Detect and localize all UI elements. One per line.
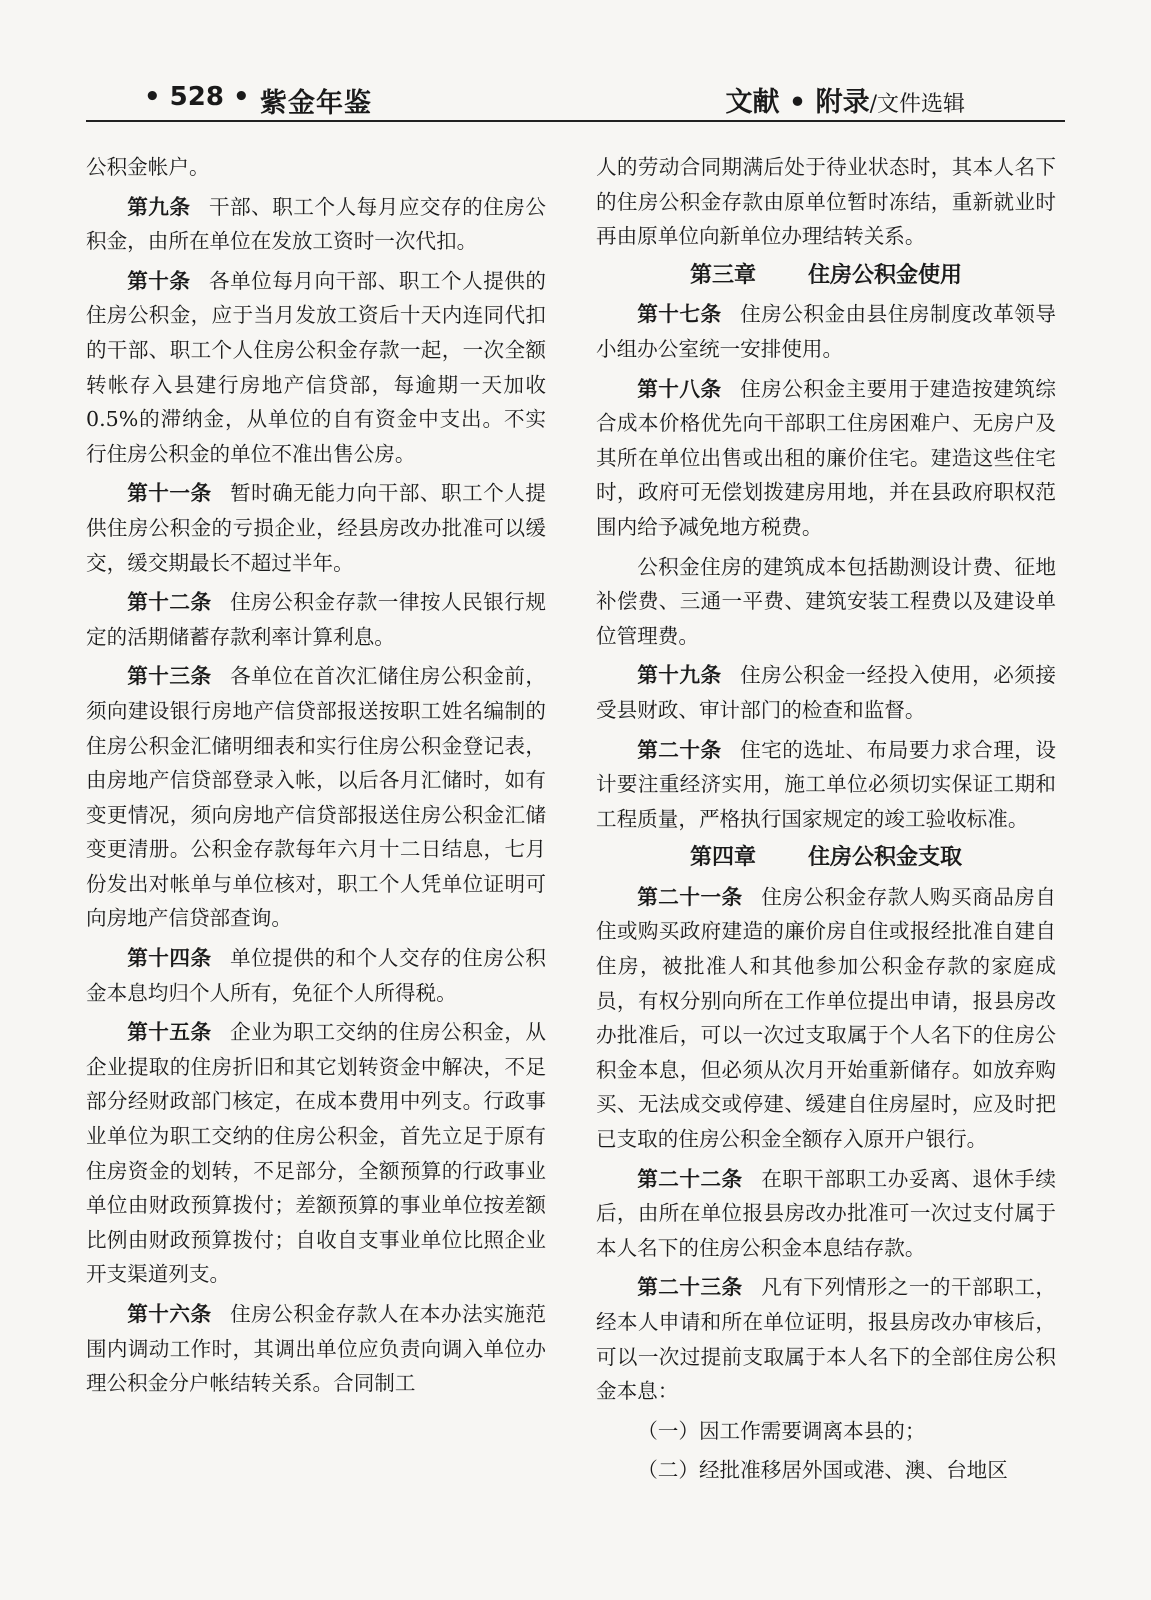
paragraph — [86, 1015, 546, 1292]
article-number: 第二十三条 — [637, 1275, 743, 1300]
section-subtitle: /文件选辑 — [869, 92, 965, 117]
article-number: 第十三条 — [127, 664, 212, 689]
paragraph-text: 暂时确无能力向干部、职工个人提供住房公积金的亏损企业，经县房改办批准可以缓交，缓交期最长不超过半年。 — [86, 481, 546, 575]
page-header — [86, 70, 1065, 122]
paragraph — [596, 658, 1056, 727]
article-number: 第二十条 — [637, 737, 722, 762]
chapter-title: 住房公积金支取 — [808, 845, 963, 871]
paragraph — [86, 264, 546, 472]
paragraph-text: 干部、职工个人每月应交存的住房公积金，由所在单位在发放工资时一次代扣。 — [86, 194, 546, 254]
paragraph-text: 住房公积金存款一律按人民银行规定的活期储蓄存款利率计算利息。 — [86, 590, 546, 649]
article-number: 第二十一条 — [637, 884, 743, 909]
chapter-heading — [596, 841, 1056, 876]
article-number: 第九条 — [127, 194, 191, 219]
paragraph-text: 公积金帐户。 — [86, 155, 210, 179]
section-title — [726, 80, 965, 119]
chapter-number: 第四章 — [689, 845, 756, 871]
paragraph-text: （二）经批准移居外国或港、澳、台地区 — [637, 1458, 1008, 1483]
paragraph-text: 在职干部职工办妥离、退休手续后，由所在单位报县房改办批准可一次过支付属于本人名下的住房公积金本息结存款。 — [596, 1166, 1056, 1260]
paragraph-text: 住房公积金一经投入使用，必须接受县财政、审计部门的检查和监督。 — [596, 663, 1056, 722]
right-column — [596, 150, 1056, 1493]
paragraph-text: 人的劳动合同期满后处于待业状态时，其本人名下的住房公积金存款由原单位暂时冻结，重新就业时再由原单位向新单位办理结转关系。 — [596, 155, 1056, 249]
paragraph — [86, 150, 546, 185]
paragraph — [596, 297, 1056, 366]
paragraph-text: 住宅的选址、布局要力求合理，设计要注重经济实用，施工单位必须切实保证工期和工程质量，严格执行国家规定的竣工验收标准。 — [596, 737, 1056, 831]
paragraph-text: 住房公积金存款人购买商品房自住或购买政府建造的廉价房自住或报经批准自建自住房，被批准人和其他参加公积金存款的家庭成员，有权分别向所在工作单位提出申请，报县房改办批准后，可以一次过支取属于个人名下的住房公积金本息，但必须从次月开始重新储存。如放弃购买、无法成交或停建、缓建自住房屋时，应及时把已支取的住房公积金全额存入原开户银行。 — [596, 884, 1056, 1152]
page-number: • 528 • — [144, 82, 250, 112]
article-number: 第二十二条 — [637, 1166, 743, 1191]
paragraph-text: 住房公积金存款人在本办法实施范围内调动工作时，其调出单位应负责向调入单位办理公积金分户帐结转关系。合同制工 — [86, 1302, 546, 1396]
book-title: 紫金年鉴 — [260, 88, 372, 119]
paragraph — [86, 1297, 546, 1401]
paragraph-text: 住房公积金由县住房制度改革领导小组办公室统一安排使用。 — [596, 302, 1056, 361]
paragraph-text: 企业为职工交纳的住房公积金，从企业提取的住房折旧和其它划转资金中解决，不足部分经财政部门核定，在成本费用中列支。行政事业单位为职工交纳的住房公积金，首先立足于原有住房资金的划转，不足部分，全额预算的行政事业单位由财政预算拨付；差额预算的事业单位按差额比例由财政预算拨付；自收自支事业单位比照企业开支渠道列支。 — [86, 1020, 546, 1287]
paragraph-text: 住房公积金主要用于建造按建筑综合成本价格优先向干部职工住房困难户、无房户及其所在单位出售或出租的廉价住宅。建造这些住宅时，政府可无偿划拨建房用地，并在县政府职权范围内给予减免地方税费。 — [596, 376, 1056, 539]
paragraph — [596, 1453, 1056, 1488]
paragraph — [596, 372, 1056, 545]
article-number: 第十一条 — [127, 481, 212, 506]
left-column — [86, 150, 546, 1406]
article-number: 第十九条 — [637, 663, 722, 688]
paragraph — [86, 190, 546, 259]
paragraph — [596, 733, 1056, 837]
paragraph — [86, 476, 546, 580]
paragraph — [596, 1162, 1056, 1266]
paragraph-text: 各单位每月向干部、职工个人提供的住房公积金，应于当月发放工资后十天内连同代扣的干部、职工个人住房公积金存款一起，一次全额转帐存入县建行房地产信贷部，每逾期一天加收 0.5%的滞纳金，从单位的自有资金中支出。不实行住房公积金的单位不准出售公房。 — [86, 268, 546, 466]
paragraph — [86, 659, 546, 936]
paragraph — [86, 941, 546, 1010]
paragraph-text: （一）因工作需要调离本县的； — [637, 1418, 926, 1443]
article-number: 第十八条 — [637, 376, 722, 401]
paragraph — [596, 550, 1056, 654]
paragraph — [596, 1414, 1056, 1449]
article-number: 第十二条 — [127, 590, 212, 615]
paragraph — [596, 880, 1056, 1157]
paragraph-text: 公积金住房的建筑成本包括勘测设计费、征地补偿费、三通一平费、建筑安装工程费以及建设单位管理费。 — [596, 554, 1056, 648]
paragraph-text: 单位提供的和个人交存的住房公积金本息均归个人所有，免征个人所得税。 — [86, 946, 546, 1005]
paragraph-text: 凡有下列情形之一的干部职工，经本人申请和所在单位证明，报县房改办审核后，可以一次过提前支取属于本人名下的全部住房公积金本息： — [596, 1275, 1056, 1404]
paragraph — [86, 585, 546, 654]
chapter-title: 住房公积金使用 — [808, 262, 963, 288]
article-number: 第十七条 — [637, 302, 722, 327]
article-number: 第十五条 — [127, 1020, 212, 1045]
paragraph — [596, 150, 1056, 254]
section-name: 文献 • 附录 — [725, 87, 870, 118]
chapter-heading — [596, 259, 1056, 294]
article-number: 第十六条 — [127, 1302, 212, 1326]
article-number: 第十条 — [127, 268, 191, 293]
article-number: 第十四条 — [127, 946, 212, 971]
paragraph — [596, 1270, 1056, 1408]
chapter-number: 第三章 — [689, 262, 756, 288]
paragraph-text: 各单位在首次汇储住房公积金前，须向建设银行房地产信贷部报送按职工姓名编制的住房公积金汇储明细表和实行住房公积金登记表，由房地产信贷部登录入帐，以后各月汇储时，如有变更情况，须向房地产信贷部报送住房公积金汇储变更清册。公积金存款每年六月十二日结息，七月份发出对帐单与单位核对，职工个人凭单位证明可向房地产信贷部查询。 — [86, 664, 546, 931]
